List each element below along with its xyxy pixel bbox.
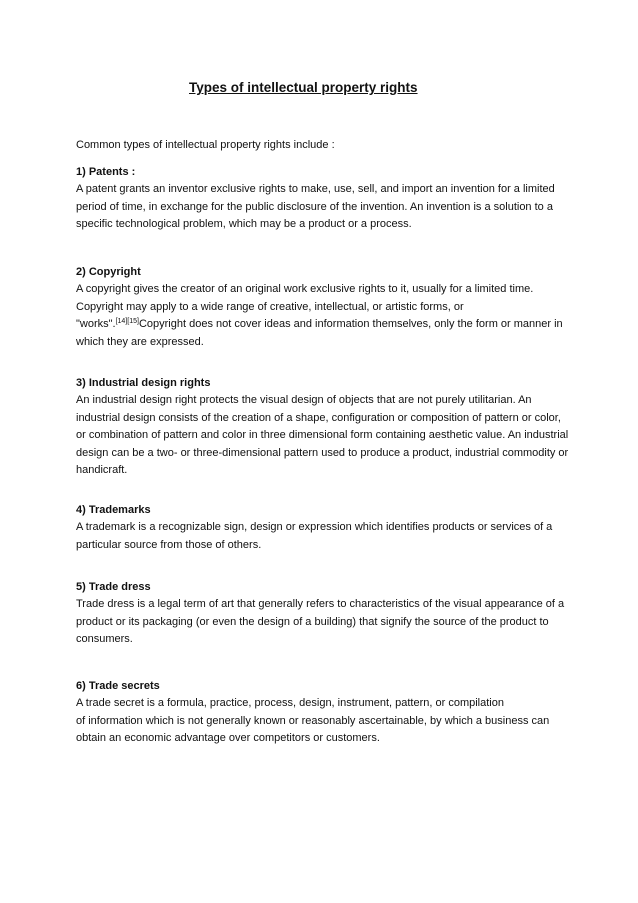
body-line: particular source from those of others. xyxy=(76,538,262,551)
body-line: industrial design consists of the creation of a shape, configuration or composition of pattern or color, xyxy=(76,411,561,424)
intro-text: Common types of intellectual property rights include : xyxy=(76,139,335,151)
section-heading: 4) Trademarks xyxy=(76,504,151,516)
body-line-start: "works". xyxy=(76,318,116,330)
section-body xyxy=(76,392,621,480)
section-trademarks xyxy=(76,501,621,554)
body-line: A trademark is a recognizable sign, design or expression which identifies products or services of a xyxy=(76,521,553,533)
body-line: which they are expressed. xyxy=(76,335,204,348)
body-line: A trade secret is a formula, practice, process, design, instrument, pattern, or compilation xyxy=(76,697,504,709)
body-line: consumers. xyxy=(76,633,133,645)
body-line: obtain an economic advantage over competitors or customers. xyxy=(76,732,380,744)
section-heading: 1) Patents : xyxy=(76,166,136,178)
section-industrial-design xyxy=(76,374,621,480)
section-heading: 2) Copyright xyxy=(76,266,141,278)
body-line-end: Copyright does not cover ideas and information themselves, only the form or manner in xyxy=(138,318,563,330)
body-line: or combination of pattern and color in three dimensional form containing aesthetic value. An industrial xyxy=(76,429,569,441)
body-line: period of time, in exchange for the public disclosure of the invention. An invention is a solution to a xyxy=(76,200,553,213)
section-patents xyxy=(76,163,621,234)
body-line: Trade dress is a legal term of art that generally refers to characteristics of the visual appearance of a xyxy=(76,598,565,610)
body-line: specific technological problem, which may be a product or a process. xyxy=(76,218,412,230)
section-trade-dress xyxy=(76,578,621,649)
section-body xyxy=(76,695,621,748)
body-line: A patent grants an inventor exclusive rights to make, use, sell, and import an invention for a limited xyxy=(76,183,555,195)
section-body xyxy=(76,181,621,234)
section-heading: 5) Trade dress xyxy=(76,581,151,593)
body-line: An industrial design right protects the visual design of objects that are not purely utilitarian. An xyxy=(76,394,532,406)
document-title: Types of intellectual property rights xyxy=(189,80,418,95)
body-line: A copyright gives the creator of an original work exclusive rights to it, usually for a limited time. xyxy=(76,283,534,295)
body-line-with-citation xyxy=(76,316,621,334)
section-copyright xyxy=(76,263,621,351)
section-body xyxy=(76,281,621,351)
body-line: Copyright may apply to a wide range of creative, intellectual, or artistic forms, or xyxy=(76,300,464,313)
body-line: of information which is not generally known or reasonably ascertainable, by which a business can xyxy=(76,714,550,727)
body-line: handicraft. xyxy=(76,464,128,476)
section-heading: 6) Trade secrets xyxy=(76,680,160,692)
citation-superscript: [14][15] xyxy=(115,318,139,325)
section-heading: 3) Industrial design rights xyxy=(76,377,211,389)
section-body xyxy=(76,519,621,554)
body-line: product or its packaging (or even the design of a building) that signify the source of the product to xyxy=(76,615,549,628)
section-trade-secrets xyxy=(76,677,621,748)
section-body xyxy=(76,596,621,649)
body-line: design can be a two- or three-dimensional pattern used to produce a product, industrial commodity or xyxy=(76,446,569,459)
